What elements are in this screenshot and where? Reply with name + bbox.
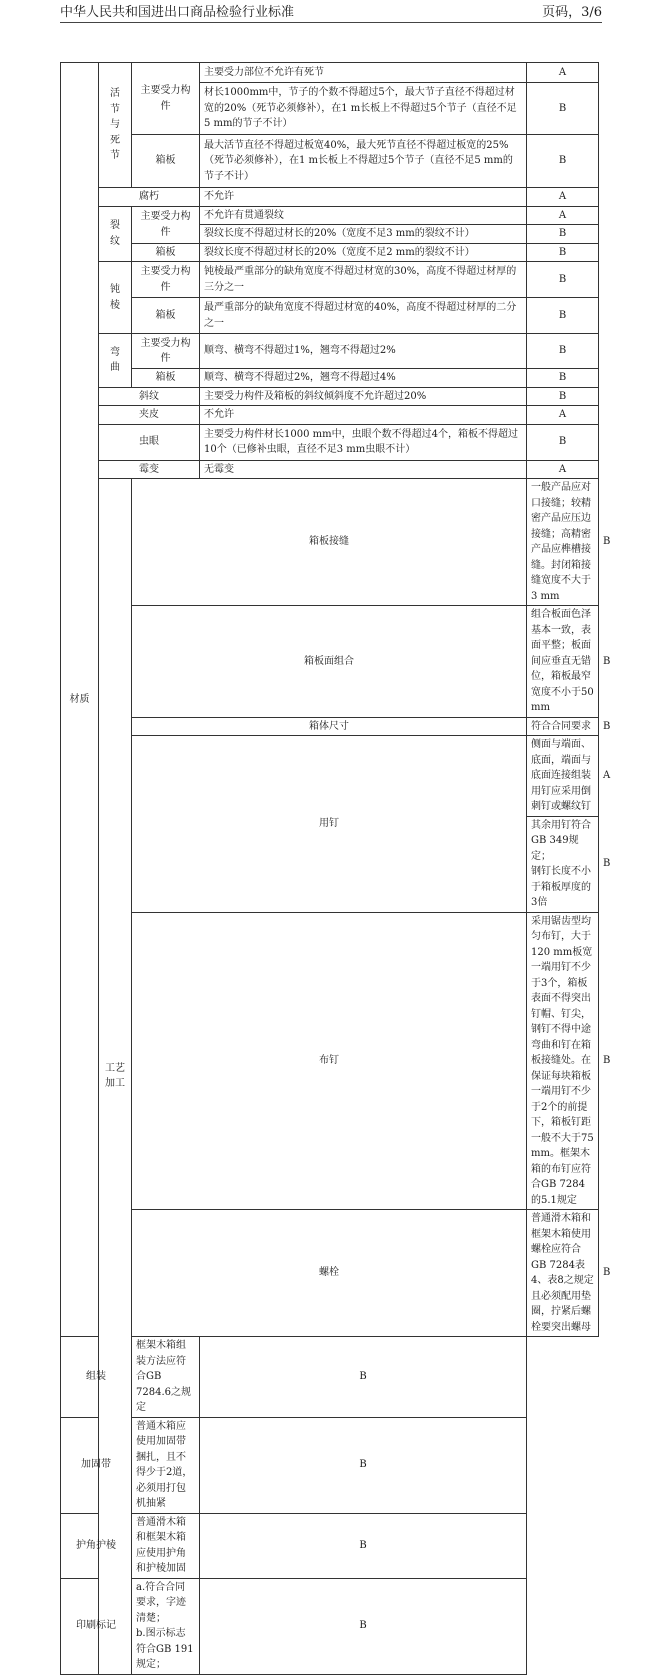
table-row: 用钉 侧面与端面、底面，端面与底面连接组装用钉应采用倒刺钉或螺纹钉 A: [61, 736, 599, 817]
requirement-cell: 采用锯齿型均匀布钉，大于120 mm板宽一端用钉不少于3个，箱板表面不得突出钉帽、钉尖，钢钉不得中途弯曲和钉在箱板接缝处。在保证每块箱板一端用钉不少于2个的前提下，箱板钉距一般不大于75 mm。框架木箱的布钉应符合GB 7284的5.1规定: [527, 912, 599, 1210]
corner-protection-label: 护角护棱: [61, 1513, 132, 1578]
requirement-cell: 钝棱最严重部分的缺角宽度不得超过材宽的30%，高度不得超过材厚的三分之一: [200, 262, 527, 298]
knots-label: 活 节 与 死 节: [99, 63, 132, 188]
table-row: [61, 243, 599, 262]
panel-combo-label: 箱板面组合: [132, 606, 527, 718]
table-row: [61, 1417, 599, 1513]
table-row: [61, 188, 599, 207]
table-row: [61, 206, 599, 225]
bow-main-member-label: 主要受力构件: [132, 334, 200, 369]
grade-cell: B: [527, 225, 599, 244]
bow-box-panel-label: 箱板: [132, 369, 200, 388]
table-row: [61, 1578, 599, 1674]
wane-label: 钝 棱: [99, 262, 132, 334]
inspection-spec-table: [60, 62, 611, 1675]
nailing-label: 布钉: [132, 912, 527, 1210]
requirement-cell: 顺弯、横弯不得超过1%，翘弯不得超过2%: [200, 334, 527, 369]
requirement-cell: 最大活节直径不得超过板宽40%，最大死节直径不得超过板宽的25%（死节必须修补），在1 m长板上不得超过5个节子（直径不足5 mm的节子不计）: [200, 135, 527, 188]
requirement-cell: 框架木箱组装方法应符合GB 7284.6之规定: [132, 1337, 200, 1418]
nails-label: 用钉: [132, 736, 527, 913]
table-row: [61, 460, 599, 479]
requirement-cell: 侧面与端面、底面，端面与底面连接组装用钉应采用倒刺钉或螺纹钉: [527, 736, 599, 817]
marking-label: 印刷标记: [61, 1578, 132, 1674]
grade-cell: B: [527, 334, 599, 369]
requirement-cell: 一般产品应对口接缝；较精密产品应压边接缝；高精密产品应榫槽接缝。封闭箱接缝宽度不大于3 mm: [527, 479, 599, 606]
table-row: 箱体尺寸 符合合同要求 B: [61, 717, 599, 736]
standard-title: 中华人民共和国进出口商品检验行业标准: [60, 5, 295, 20]
cracks-main-member-label: 主要受力构件: [132, 206, 200, 243]
requirement-cell: 不允许: [200, 188, 527, 207]
grade-cell: B: [527, 387, 599, 406]
grade-cell: A: [527, 206, 599, 225]
table-row: [61, 63, 599, 83]
grade-cell: B: [200, 1337, 527, 1418]
grade-cell: B: [527, 369, 599, 388]
grade-cell: B: [527, 298, 599, 334]
bolts-label: 螺栓: [132, 1210, 527, 1337]
table-row: [61, 262, 599, 298]
grade-cell: B: [527, 262, 599, 298]
requirement-cell: 无霉变: [200, 460, 527, 479]
table-row: [61, 406, 599, 425]
insect-hole-label: 虫眼: [99, 424, 200, 460]
requirement-cell: 符合合同要求: [527, 717, 599, 736]
table-row: 螺栓 普通滑木箱和框架木箱使用螺栓应符合GB 7284表4、表8之规定且必须配用垫圈，拧紧后螺栓要突出螺母 B: [61, 1210, 599, 1337]
bow-label: 弯 曲: [99, 334, 132, 388]
grade-cell: B: [527, 135, 599, 188]
slope-grain-label: 斜纹: [99, 387, 200, 406]
requirement-cell: 普通滑木箱和框架木箱应使用护角和护棱加固: [132, 1513, 200, 1578]
grade-cell: B: [200, 1513, 527, 1578]
requirement-cell: 材长1000mm中，节子的个数不得超过5个，最大节子直径不得超过材宽的20%（死节必须修补），在1 m长板上不得超过5个节子（直径不足5 mm的节子不计）: [200, 83, 527, 135]
table-row: [61, 334, 599, 369]
requirement-cell: 裂纹长度不得超过材长的20%（宽度不足2 mm的裂纹不计）: [200, 243, 527, 262]
table-row: [61, 1513, 599, 1578]
requirement-cell: 不允许: [200, 406, 527, 425]
wane-box-panel-label: 箱板: [132, 298, 200, 334]
grade-cell: B: [200, 1417, 527, 1513]
cracks-box-panel-label: 箱板: [132, 243, 200, 262]
requirement-cell: 裂纹长度不得超过材长的20%（宽度不足3 mm的裂纹不计）: [200, 225, 527, 244]
table-row: [61, 135, 599, 188]
grade-cell: B: [200, 1578, 527, 1674]
table-row: 布钉 采用锯齿型均匀布钉，大于120 mm板宽一端用钉不少于3个，箱板表面不得突出钉帽、钉尖，钢钉不得中途弯曲和钉在箱板接缝处。在保证每块箱板一端用钉不少于2个的前提下，箱板钉距一般不大于75 mm。框架木箱的布钉应符合GB 7284的5.1规定 B: [61, 912, 599, 1210]
assembly-label: 组装: [61, 1337, 132, 1418]
box-size-label: 箱体尺寸: [132, 717, 527, 736]
panel-joint-label: 箱板接缝: [132, 479, 527, 606]
strap-label: 加固带: [61, 1417, 132, 1513]
table-row: 其余用钉符合GB 349规定； 钢钉长度不小于箱板厚度的3倍 B: [61, 816, 599, 912]
requirement-cell: 顺弯、横弯不得超过2%，翘弯不得超过4%: [200, 369, 527, 388]
wane-main-member-label: 主要受力构件: [132, 262, 200, 298]
requirement-cell: 普通滑木箱和框架木箱使用螺栓应符合GB 7284表4、表8之规定且必须配用垫圈，拧紧后螺栓要突出螺母: [527, 1210, 599, 1337]
table-row: 工艺加工 箱板接缝 一般产品应对口接缝；较精密产品应压边接缝；高精密产品应榫槽接缝。封闭箱接缝宽度不大于3 mm B: [61, 479, 599, 606]
grade-cell: B: [527, 424, 599, 460]
table-row: [61, 1337, 599, 1418]
requirement-cell: 普通木箱应使用加固带捆扎，且不得少于2道，必须用打包机抽紧: [132, 1417, 200, 1513]
bark-pocket-label: 夹皮: [99, 406, 200, 425]
requirement-cell: a.符合合同要求，字迹清楚； b.图示标志符合GB 191规定；: [132, 1578, 200, 1674]
requirement-cell: 最严重部分的缺角宽度不得超过材宽的40%，高度不得超过材厚的二分之一: [200, 298, 527, 334]
table-row: 箱板面组合 组合板面色泽基本一致，表面平整；板面间应垂直无错位，箱板最窄宽度不小于50 mm B: [61, 606, 599, 718]
mold-label: 霉变: [99, 460, 200, 479]
table-row: [61, 298, 599, 334]
grade-cell: A: [527, 460, 599, 479]
knots-box-panel-label: 箱板: [132, 135, 200, 188]
header-divider: [60, 22, 602, 23]
table-row: [61, 369, 599, 388]
requirement-cell: 组合板面色泽基本一致，表面平整；板面间应垂直无错位，箱板最窄宽度不小于50 mm: [527, 606, 599, 718]
table-row: [61, 387, 599, 406]
decay-label: 腐朽: [99, 188, 200, 207]
requirement-cell: 其余用钉符合GB 349规定； 钢钉长度不小于箱板厚度的3倍: [527, 816, 599, 912]
requirement-cell: 主要受力构件材长1000 mm中，虫眼个数不得超过4个，箱板不得超过10个（已修补虫眼，直径不足3 mm虫眼不计）: [200, 424, 527, 460]
material-category: 材质: [61, 63, 99, 1337]
requirement-cell: 主要受力构件及箱板的斜纹倾斜度不允许超过20%: [200, 387, 527, 406]
grade-cell: A: [527, 188, 599, 207]
grade-cell: B: [527, 83, 599, 135]
grade-cell: A: [527, 406, 599, 425]
requirement-cell: 不允许有贯通裂纹: [200, 206, 527, 225]
grade-cell: A: [527, 63, 599, 83]
process-category: 工艺加工: [99, 479, 132, 1675]
table-row: [61, 424, 599, 460]
cracks-label: 裂 纹: [99, 206, 132, 262]
page-header: [60, 0, 602, 22]
page-number: 页码，3/6: [542, 5, 602, 20]
requirement-cell: 主要受力部位不允许有死节: [200, 63, 527, 83]
grade-cell: B: [527, 243, 599, 262]
knots-main-member-label: 主要受力构件: [132, 63, 200, 135]
